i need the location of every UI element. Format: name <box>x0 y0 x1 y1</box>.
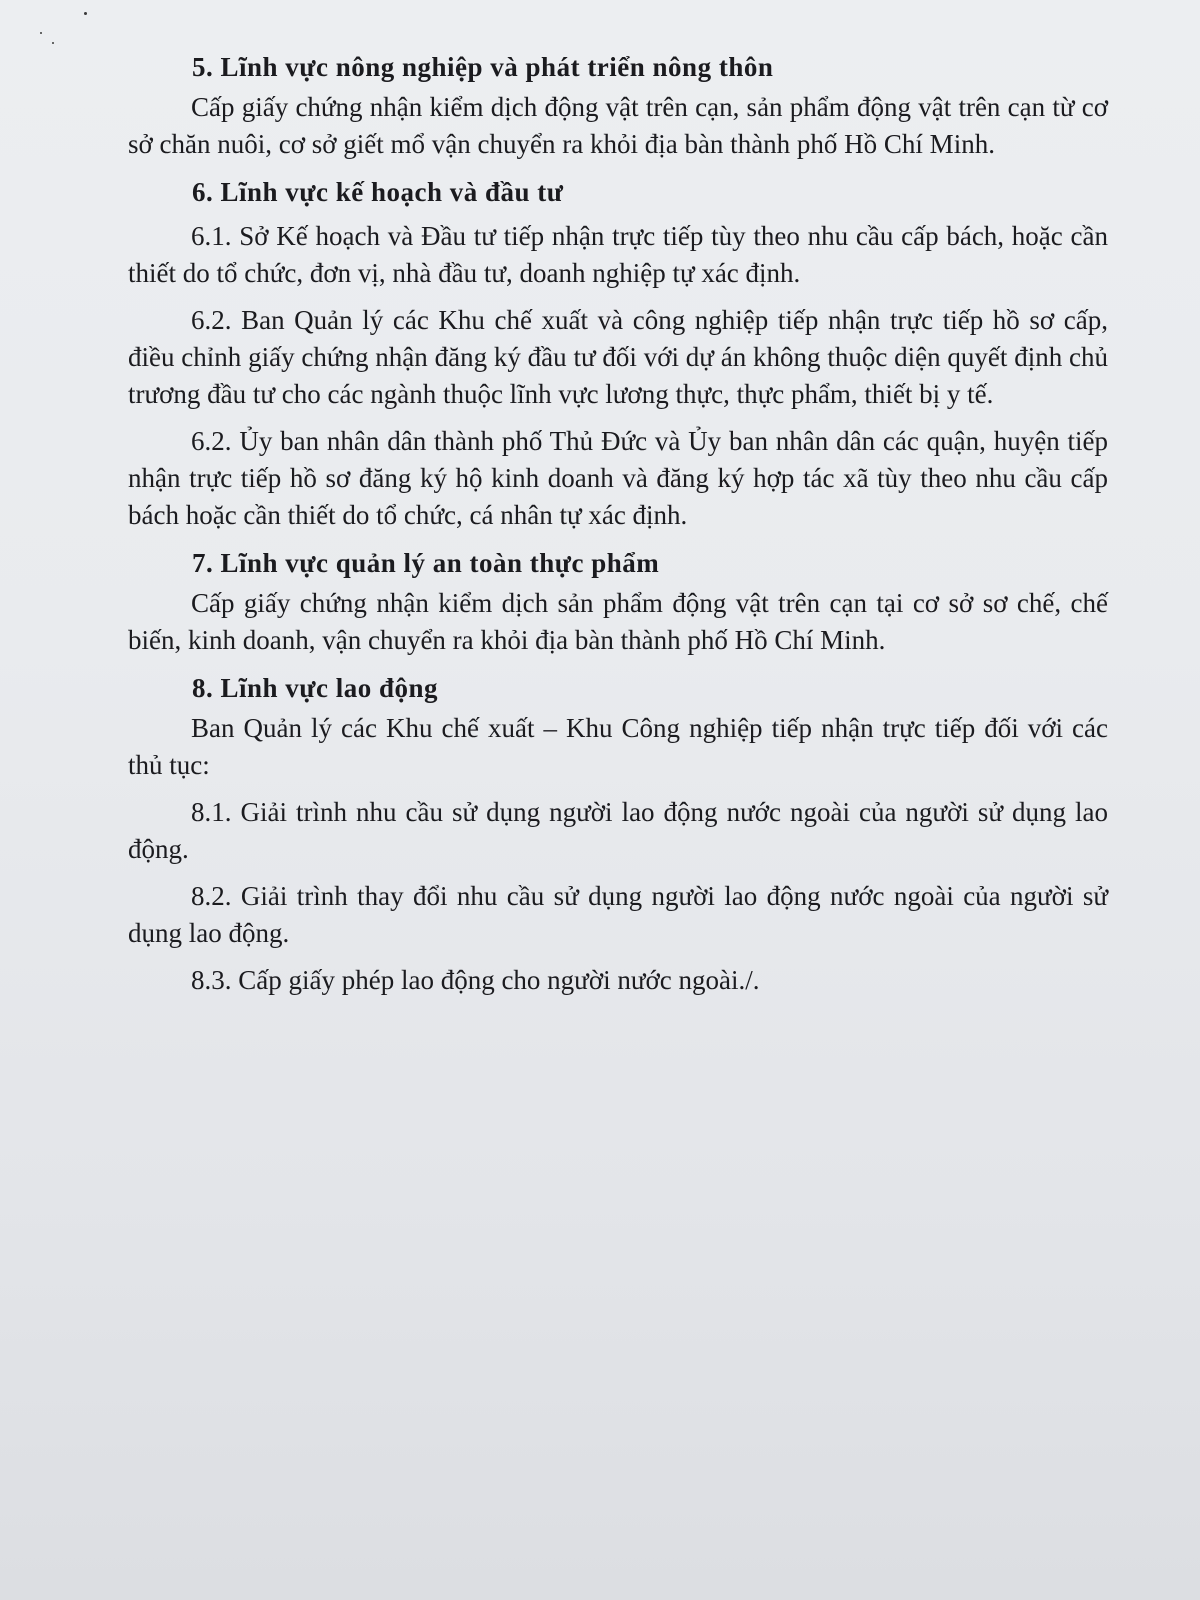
section-heading: 7. Lĩnh vực quản lý an toàn thực phẩm <box>192 548 660 578</box>
paragraph: 8.1. Giải trình nhu cầu sử dụng người lao động nước ngoài của người sử dụng lao động. <box>128 797 1108 864</box>
section-heading: 8. Lĩnh vực lao động <box>192 673 439 703</box>
section-7 <box>128 544 1108 659</box>
document-body <box>128 48 1108 1009</box>
section-6 <box>128 173 1108 534</box>
section-heading: 6. Lĩnh vực kế hoạch và đầu tư <box>192 177 564 207</box>
paragraph: Cấp giấy chứng nhận kiểm dịch động vật trên cạn, sản phẩm động vật trên cạn từ cơ sở chăn nuôi, cơ sở giết mổ vận chuyển ra khỏi địa bàn thành phố Hồ Chí Minh. <box>128 92 1108 159</box>
paper-speck <box>84 12 87 15</box>
paragraph: 6.2. Ban Quản lý các Khu chế xuất và công nghiệp tiếp nhận trực tiếp hồ sơ cấp, điều chỉnh giấy chứng nhận đăng ký đầu tư đối với dự án không thuộc diện quyết định chủ trương đầu tư cho các ngành thuộc lĩnh vực lương thực, thực phẩm, thiết bị y tế. <box>128 305 1108 409</box>
paper-speck <box>40 32 42 34</box>
paragraph: Cấp giấy chứng nhận kiểm dịch sản phẩm động vật trên cạn tại cơ sở sơ chế, chế biến, kinh doanh, vận chuyển ra khỏi địa bàn thành phố Hồ Chí Minh. <box>128 588 1108 655</box>
paragraph: 8.2. Giải trình thay đổi nhu cầu sử dụng người lao động nước ngoài của người sử dụng lao động. <box>128 881 1108 948</box>
paragraph: 8.3. Cấp giấy phép lao động cho người nước ngoài./. <box>191 965 760 995</box>
paragraph: 6.2. Ủy ban nhân dân thành phố Thủ Đức và Ủy ban nhân dân các quận, huyện tiếp nhận trực tiếp hồ sơ đăng ký hộ kinh doanh và đăng ký hợp tác xã tùy theo nhu cầu cấp bách hoặc cần thiết do tổ chức, cá nhân tự xác định. <box>128 426 1108 530</box>
section-heading: 5. Lĩnh vực nông nghiệp và phát triển nông thôn <box>192 52 774 82</box>
paragraph: Ban Quản lý các Khu chế xuất – Khu Công nghiệp tiếp nhận trực tiếp đối với các thủ tục: <box>128 713 1108 780</box>
paper-speck <box>52 42 54 44</box>
section-8 <box>128 669 1108 999</box>
section-5 <box>128 48 1108 163</box>
paragraph: 6.1. Sở Kế hoạch và Đầu tư tiếp nhận trực tiếp tùy theo nhu cầu cấp bách, hoặc cần thiết do tổ chức, đơn vị, nhà đầu tư, doanh nghiệp tự xác định. <box>128 221 1108 288</box>
